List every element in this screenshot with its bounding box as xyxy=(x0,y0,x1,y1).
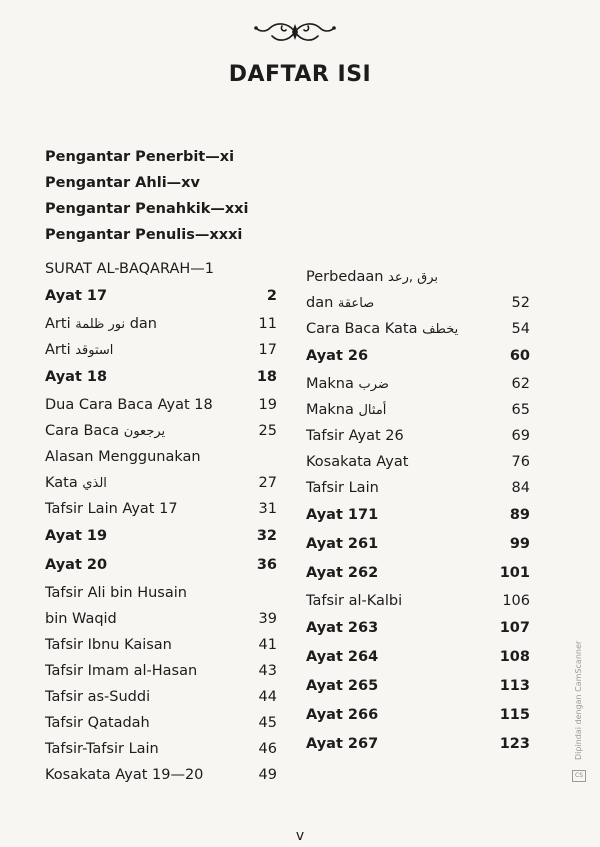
toc-entry-page: 2 xyxy=(266,288,277,304)
toc-entry-page: 44 xyxy=(258,689,277,705)
toc-entry-page: 17 xyxy=(258,342,277,358)
toc-entry-label xyxy=(306,588,402,614)
toc-entry[interactable] xyxy=(306,559,530,588)
toc-entry-text: Tafsir as-Suddi xyxy=(45,689,151,705)
toc-entry-label xyxy=(306,475,379,501)
toc-entry-text: Tafsir Imam al-Hasan xyxy=(45,663,198,679)
scanner-logo: CS xyxy=(572,770,586,782)
toc-entry[interactable] xyxy=(45,470,277,496)
toc-entry-page: 107 xyxy=(499,620,530,636)
toc-entry-label xyxy=(45,580,187,606)
toc-entry-page: 31 xyxy=(258,501,277,517)
toc-entry[interactable] xyxy=(45,522,277,551)
toc-entry-label xyxy=(45,418,165,445)
toc-entry[interactable] xyxy=(45,282,277,311)
toc-entry-label xyxy=(306,559,378,588)
toc-entry-text: Dua Cara Baca Ayat 18 xyxy=(45,397,213,413)
toc-entry-label xyxy=(306,530,378,559)
toc-entry-text: dan xyxy=(306,295,334,311)
toc-entry-label xyxy=(306,342,368,371)
toc-entry-text: Ayat 266 xyxy=(306,707,379,723)
toc-entry-label xyxy=(306,290,374,317)
toc-entry-connector: dan xyxy=(129,316,157,332)
front-matter-item[interactable]: Pengantar Penulis—xxxi xyxy=(45,227,243,243)
toc-entry-page: 46 xyxy=(258,741,277,757)
toc-entry-arabic: يرجعون xyxy=(123,424,166,439)
toc-entry-page: 69 xyxy=(511,428,530,444)
toc-entry-text: Tafsir-Tafsir Lain xyxy=(45,741,159,757)
toc-left-column xyxy=(45,256,277,788)
toc-entry-arabic: أمثال xyxy=(358,403,387,418)
toc-entry[interactable] xyxy=(306,643,530,672)
toc-entry-text: Ayat 171 xyxy=(306,507,379,523)
toc-entry-arabic: صاعقة xyxy=(337,296,375,311)
toc-entry-label xyxy=(45,282,107,311)
toc-entry-text: Tafsir Ali bin Husain xyxy=(45,585,187,601)
toc-entry[interactable] xyxy=(306,423,530,449)
toc-entry-label xyxy=(45,522,107,551)
page-number: v xyxy=(295,828,305,844)
toc-entry[interactable] xyxy=(45,256,277,282)
toc-entry-label xyxy=(45,684,150,710)
toc-entry-label xyxy=(45,256,214,282)
toc-entry-text: Tafsir Lain xyxy=(306,480,379,496)
toc-entry[interactable] xyxy=(45,363,277,392)
toc-entry-label xyxy=(45,470,107,497)
toc-entry[interactable] xyxy=(45,580,277,606)
toc-entry-label xyxy=(306,316,458,343)
toc-entry-label xyxy=(45,710,150,736)
toc-entry[interactable] xyxy=(45,606,277,632)
toc-entry[interactable] xyxy=(45,496,277,522)
toc-entry[interactable] xyxy=(45,311,277,337)
toc-entry[interactable] xyxy=(306,342,530,371)
toc-entry-text: Ayat 262 xyxy=(306,565,379,581)
toc-entry[interactable] xyxy=(45,337,277,363)
toc-entry-label xyxy=(306,264,438,291)
toc-entry[interactable] xyxy=(306,397,530,423)
toc-entry-label xyxy=(306,423,404,449)
toc-entry-page: 43 xyxy=(258,663,277,679)
toc-entry-page: 27 xyxy=(258,475,277,491)
toc-entry[interactable] xyxy=(45,684,277,710)
toc-entry-page: 123 xyxy=(499,736,530,752)
toc-entry-page: 62 xyxy=(511,376,530,392)
toc-entry[interactable] xyxy=(306,614,530,643)
toc-entry-text: Ayat 20 xyxy=(45,557,108,573)
toc-entry-text: Tafsir Qatadah xyxy=(45,715,150,731)
toc-entry-page: 18 xyxy=(256,369,277,385)
toc-entry-page: 99 xyxy=(509,536,530,552)
toc-entry-text: Tafsir al-Kalbi xyxy=(306,593,403,609)
toc-entry[interactable] xyxy=(306,264,530,290)
toc-entry-text: Ayat 265 xyxy=(306,678,379,694)
toc-entry-label xyxy=(45,444,201,470)
toc-entry-text: Ayat 267 xyxy=(306,736,379,752)
toc-entry[interactable] xyxy=(306,449,530,475)
toc-entry-text: Arti xyxy=(45,342,71,358)
toc-entry[interactable] xyxy=(306,371,530,397)
toc-right-column xyxy=(306,264,530,759)
toc-entry-page: 101 xyxy=(499,565,530,581)
toc-entry-label xyxy=(45,311,157,338)
toc-entry-page: 60 xyxy=(509,348,530,364)
toc-entry[interactable] xyxy=(45,632,277,658)
toc-entry-text: Ayat 18 xyxy=(45,369,108,385)
front-matter-list xyxy=(45,144,305,248)
toc-entry[interactable] xyxy=(45,762,277,788)
toc-entry[interactable] xyxy=(45,710,277,736)
toc-entry-label xyxy=(45,363,107,392)
toc-entry-text: Kosakata Ayat xyxy=(306,454,409,470)
toc-entry-text: Tafsir Ibnu Kaisan xyxy=(45,637,172,653)
toc-entry-label xyxy=(306,701,378,730)
toc-entry-text: Cara Baca Kata xyxy=(306,321,418,337)
toc-entry[interactable] xyxy=(45,551,277,580)
toc-entry-text: Ayat 17 xyxy=(45,288,108,304)
toc-entry-page: 84 xyxy=(511,480,530,496)
toc-entry-page: 45 xyxy=(258,715,277,731)
toc-entry[interactable] xyxy=(306,530,530,559)
toc-entry-page: 65 xyxy=(511,402,530,418)
toc-entry-page: 52 xyxy=(511,295,530,311)
toc-entry-text: Kata xyxy=(45,475,78,491)
toc-entry-label xyxy=(45,658,197,684)
front-matter-item[interactable]: Pengantar Penerbit—xi xyxy=(45,149,235,165)
toc-entry-page: 76 xyxy=(511,454,530,470)
toc-entry-page: 25 xyxy=(258,423,277,439)
toc-entry-text: Ayat 19 xyxy=(45,528,108,544)
toc-entry-arabic: الذي xyxy=(82,476,107,491)
toc-entry-page: 106 xyxy=(502,593,530,609)
toc-entry[interactable] xyxy=(306,730,530,759)
toc-entry-label xyxy=(306,730,378,759)
toc-entry-page: 54 xyxy=(511,321,530,337)
toc-entry[interactable] xyxy=(45,392,277,418)
toc-entry[interactable] xyxy=(306,701,530,730)
toc-entry-arabic: يخطف xyxy=(422,322,459,337)
toc-entry-text: Ayat 264 xyxy=(306,649,379,665)
toc-entry-page: 11 xyxy=(258,316,277,332)
toc-entry-label xyxy=(306,672,378,701)
toc-entry-arabic: نور ظلمة xyxy=(75,317,126,332)
toc-entry[interactable] xyxy=(45,418,277,444)
toc-entry[interactable] xyxy=(306,290,530,316)
toc-entry-page: 39 xyxy=(258,611,277,627)
page-title: DAFTAR ISI xyxy=(228,62,372,87)
toc-entry-text: Makna xyxy=(306,376,354,392)
toc-entry[interactable] xyxy=(45,736,277,762)
toc-entry-page: 32 xyxy=(256,528,277,544)
toc-entry-text: Arti xyxy=(45,316,71,332)
toc-entry-page: 108 xyxy=(499,649,530,665)
toc-entry[interactable] xyxy=(306,475,530,501)
toc-entry[interactable] xyxy=(306,588,530,614)
toc-entry-label xyxy=(45,632,172,658)
toc-entry-text: Cara Baca xyxy=(45,423,120,439)
toc-entry-page: 113 xyxy=(499,678,530,694)
toc-entry-text: Kosakata Ayat 19—20 xyxy=(45,767,204,783)
toc-entry-page: 115 xyxy=(499,707,530,723)
toc-entry-text: Alasan Menggunakan xyxy=(45,449,201,465)
toc-entry[interactable] xyxy=(45,658,277,684)
floral-ornament-icon xyxy=(252,18,338,46)
toc-entry-label xyxy=(306,371,389,398)
toc-entry-text: Tafsir Lain Ayat 17 xyxy=(45,501,178,517)
toc-entry-label xyxy=(45,551,107,580)
toc-entry-text: SURAT AL-BAQARAH—1 xyxy=(45,261,215,277)
toc-entry-label xyxy=(45,496,178,522)
front-matter-item[interactable]: Pengantar Penahkik—xxi xyxy=(45,201,249,217)
front-matter-item[interactable]: Pengantar Ahli—xv xyxy=(45,175,200,191)
toc-entry[interactable] xyxy=(306,501,530,530)
toc-entry-text: Makna xyxy=(306,402,354,418)
toc-entry[interactable] xyxy=(45,444,277,470)
toc-entry-arabic: استوقد xyxy=(75,343,114,358)
toc-entry-arabic: ضرب xyxy=(358,377,389,392)
toc-entry[interactable] xyxy=(306,316,530,342)
toc-entry-page: 41 xyxy=(258,637,277,653)
toc-entry-label xyxy=(306,501,378,530)
toc-entry[interactable] xyxy=(306,672,530,701)
toc-entry-label xyxy=(45,337,113,364)
toc-entry-text: Ayat 261 xyxy=(306,536,379,552)
toc-entry-text: Ayat 26 xyxy=(306,348,369,364)
toc-entry-page: 49 xyxy=(258,767,277,783)
toc-entry-label xyxy=(306,397,386,424)
toc-entry-page: 19 xyxy=(258,397,277,413)
toc-entry-page: 36 xyxy=(256,557,277,573)
toc-entry-label xyxy=(45,736,159,762)
scanner-watermark: Dipindai dengan CamScanner xyxy=(574,640,583,760)
toc-entry-label xyxy=(306,614,378,643)
toc-entry-label xyxy=(45,606,117,632)
toc-entry-label xyxy=(306,643,378,672)
toc-entry-arabic: برق ,رعد xyxy=(388,270,439,285)
toc-entry-text: Ayat 263 xyxy=(306,620,379,636)
toc-entry-text: bin Waqid xyxy=(45,611,117,627)
toc-entry-label xyxy=(45,762,203,788)
toc-entry-text: Perbedaan xyxy=(306,269,384,285)
toc-entry-label xyxy=(306,449,408,475)
toc-entry-text: Tafsir Ayat 26 xyxy=(306,428,404,444)
toc-entry-page: 89 xyxy=(509,507,530,523)
toc-entry-label xyxy=(45,392,213,418)
